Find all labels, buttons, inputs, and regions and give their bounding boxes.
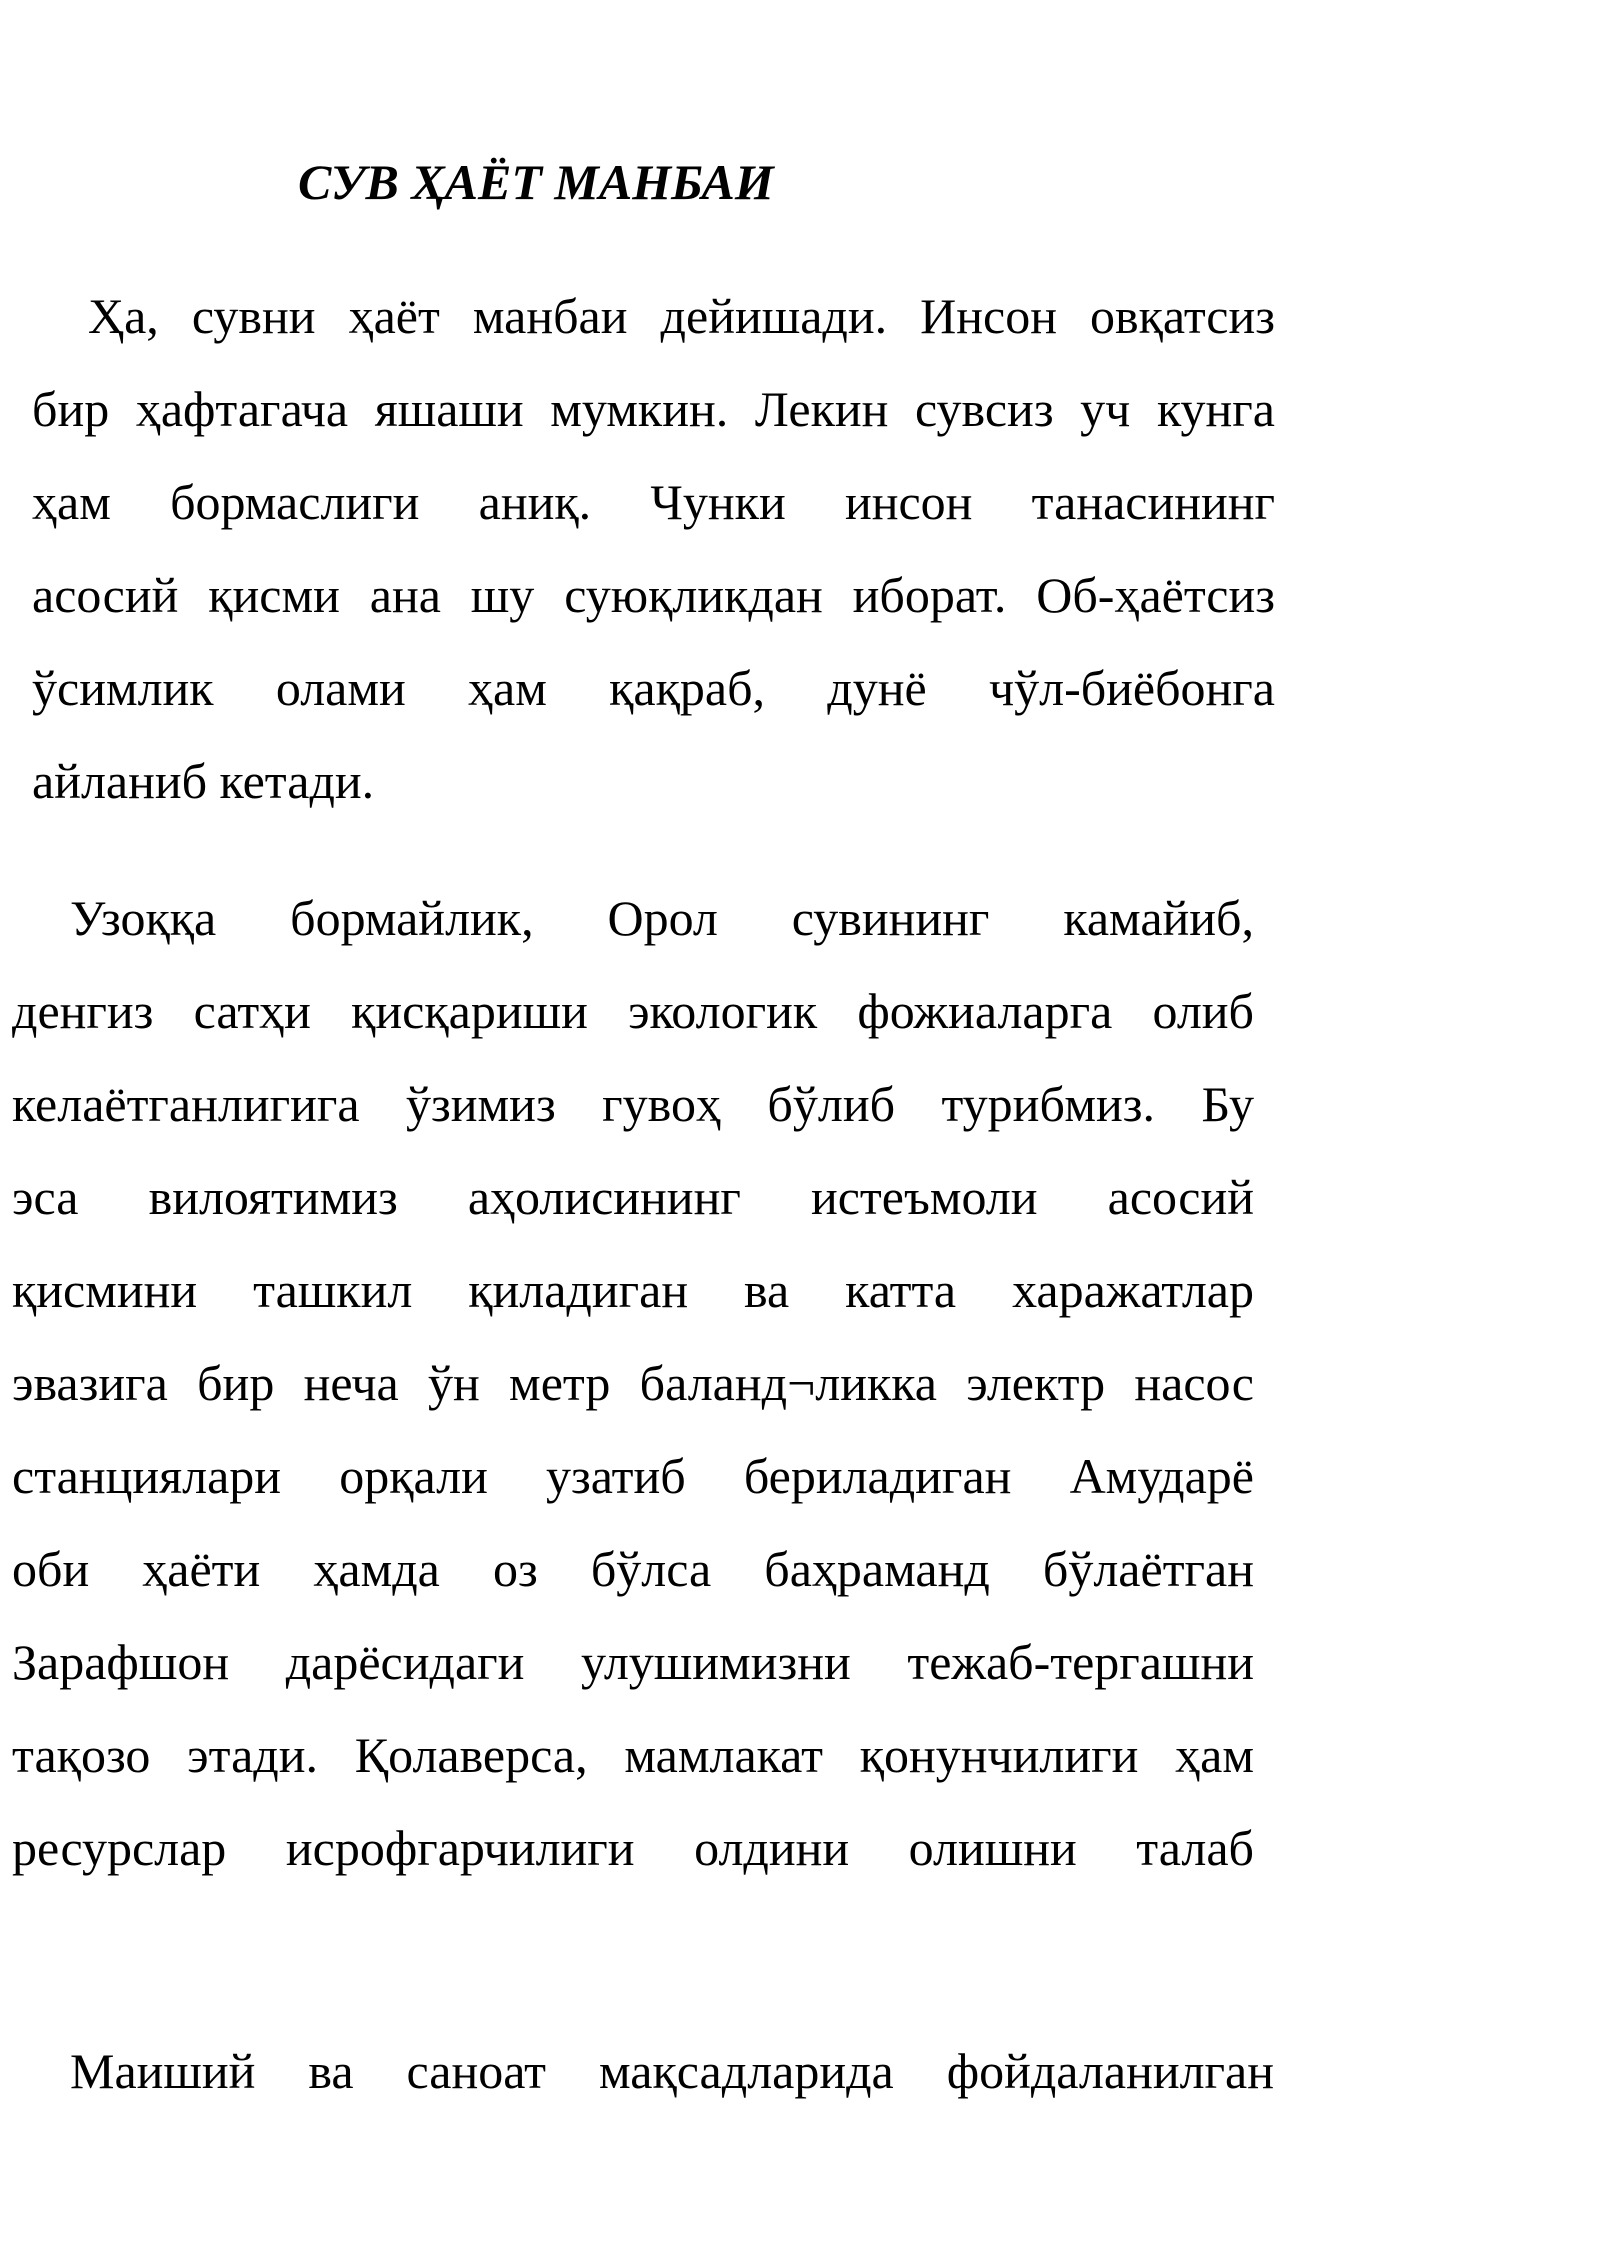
paragraph-line: оби ҳаёти ҳамда оз бўлса баҳраманд бўлаётган bbox=[12, 1541, 1254, 1597]
paragraph-line: ресурслар исрофгарчилиги олдини олишни талаб bbox=[12, 1820, 1254, 1876]
paragraph-line: станциялари орқали узатиб бериладиган Амударё bbox=[12, 1448, 1254, 1504]
paragraph-line: тақозо этади. Қолаверса, мамлакат қонунчилиги ҳам bbox=[12, 1727, 1254, 1783]
paragraph-3 bbox=[12, 2025, 1274, 2118]
paragraph-line: Маиший ва саноат мақсадларида фойдаланилган bbox=[70, 2043, 1274, 2099]
paragraph-2 bbox=[12, 872, 1254, 1895]
paragraph-line: Узоққа бормайлик, Орол сувининг камайиб, bbox=[70, 890, 1254, 946]
paragraph-line: ҳам бормаслиги аниқ. Чунки инсон танасининг bbox=[32, 474, 1275, 530]
paragraph-line: эвазига бир неча ўн метр баланд¬ликка электр насос bbox=[12, 1355, 1254, 1411]
paragraph-line: келаётганлигига ўзимиз гувоҳ бўлиб турибмиз. Бу bbox=[12, 1076, 1254, 1132]
paragraph-line: бир ҳафтагача яшаши мумкин. Лекин сувсиз уч кунга bbox=[32, 381, 1275, 437]
paragraph-line: айланиб кетади. bbox=[32, 753, 375, 809]
paragraph-line: эса вилоятимиз аҳолисининг истеъмоли асосий bbox=[12, 1169, 1254, 1225]
paragraph-line: қисмини ташкил қиладиган ва катта харажатлар bbox=[12, 1262, 1254, 1318]
paragraph-line: денгиз сатҳи қисқариши экологик фожиаларга олиб bbox=[12, 983, 1254, 1039]
paragraph-line: асосий қисми ана шу суюқликдан иборат. Об-ҳаётсиз bbox=[32, 567, 1275, 623]
paragraph-line: Зарафшон дарёсидаги улушимизни тежаб-тергашни bbox=[12, 1634, 1254, 1690]
paragraph-1 bbox=[32, 270, 1275, 828]
paragraph-line: Ҳа, сувни ҳаёт манбаи дейишади. Инсон овқатсиз bbox=[88, 288, 1275, 344]
document-title: СУВ ҲАЁТ МАНБАИ bbox=[298, 154, 774, 210]
paragraph-line: ўсимлик олами ҳам қақраб, дунё чўл-биёбонга bbox=[32, 660, 1275, 716]
